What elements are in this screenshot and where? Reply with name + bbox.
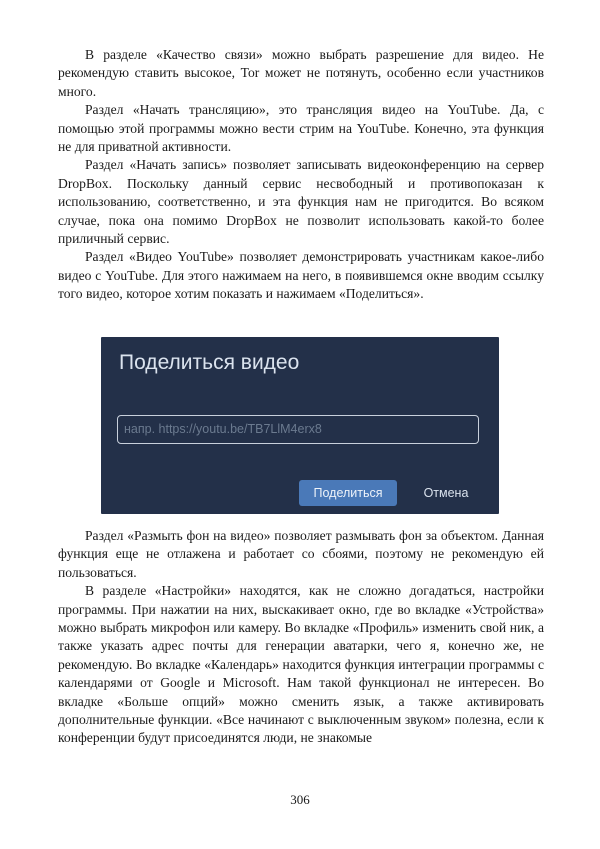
cancel-button[interactable]: Отмена: [423, 486, 469, 500]
video-link-input[interactable]: напр. https://youtu.be/TB7LlM4erx8: [117, 415, 479, 444]
page-number: 306: [290, 792, 310, 807]
paragraph-start-stream: Раздел «Начать трансляцию», это трансляция видео на YouTube. Да, с помощью этой программы можно вести стрим на YouTube. Конечно, эта функция не для приватной активности.: [58, 102, 544, 155]
paragraph-blur-background: Раздел «Размыть фон на видео» позволяет размывать фон за объектом. Данная функция еще не отлажена и работает со сбоями, поэтому не рекомендую ей пользоваться.: [58, 528, 544, 580]
paragraph-settings: В разделе «Настройки» находятся, как не сложно догадаться, настройки программы. При нажатии на них, выскакивает окно, где во вкладке «Устройства» можно выбрать микрофон или камеру. Во вкладке «Профиль» изменить свой ник, а также указать адрес почты для генерации аватарки, чего я, конечно же, не рекомендую. Во вкладке «Календарь» находится функция интеграции программы с календарями от Google и Microsoft. Нам такой функционал не интересен. Во вкладке «Больше опций» можно сменить язык, а также активировать дополнительные функции. «Все начинают с выключенным звуком» полезна, если к конференции будут присоединятся люди, не знакомые: [58, 583, 544, 746]
dialog-title: Поделиться видео: [119, 351, 300, 374]
top-text-block: [58, 46, 544, 304]
paragraph-youtube-video: Раздел «Видео YouTube» позволяет демонстрировать участникам какое-либо видео с YouTube. Для этого нажимаем на него, в появившемся окне вводим ссылку того видео, которое хотим показать и нажимаем «Поделиться».: [58, 249, 544, 302]
paragraph-connection-quality: В разделе «Качество связи» можно выбрать разрешение для видео. Не рекомендую ставить высокое, Tor может не потянуть, особенно если участников много.: [58, 47, 544, 99]
bottom-text-block: [58, 527, 544, 748]
paragraph-start-recording: Раздел «Начать запись» позволяет записывать видеоконференцию на сервер DropBox. Поскольку данный сервис несвободный и противопоказан к использованию, соответственно, и эта функция нам не пригодится. Во всяком случае, пока она помимо DropBox не позволит использовать какой-то более приличный сервис.: [58, 157, 544, 247]
share-button[interactable]: Поделиться: [299, 480, 397, 506]
share-video-dialog-screenshot: [101, 337, 499, 514]
